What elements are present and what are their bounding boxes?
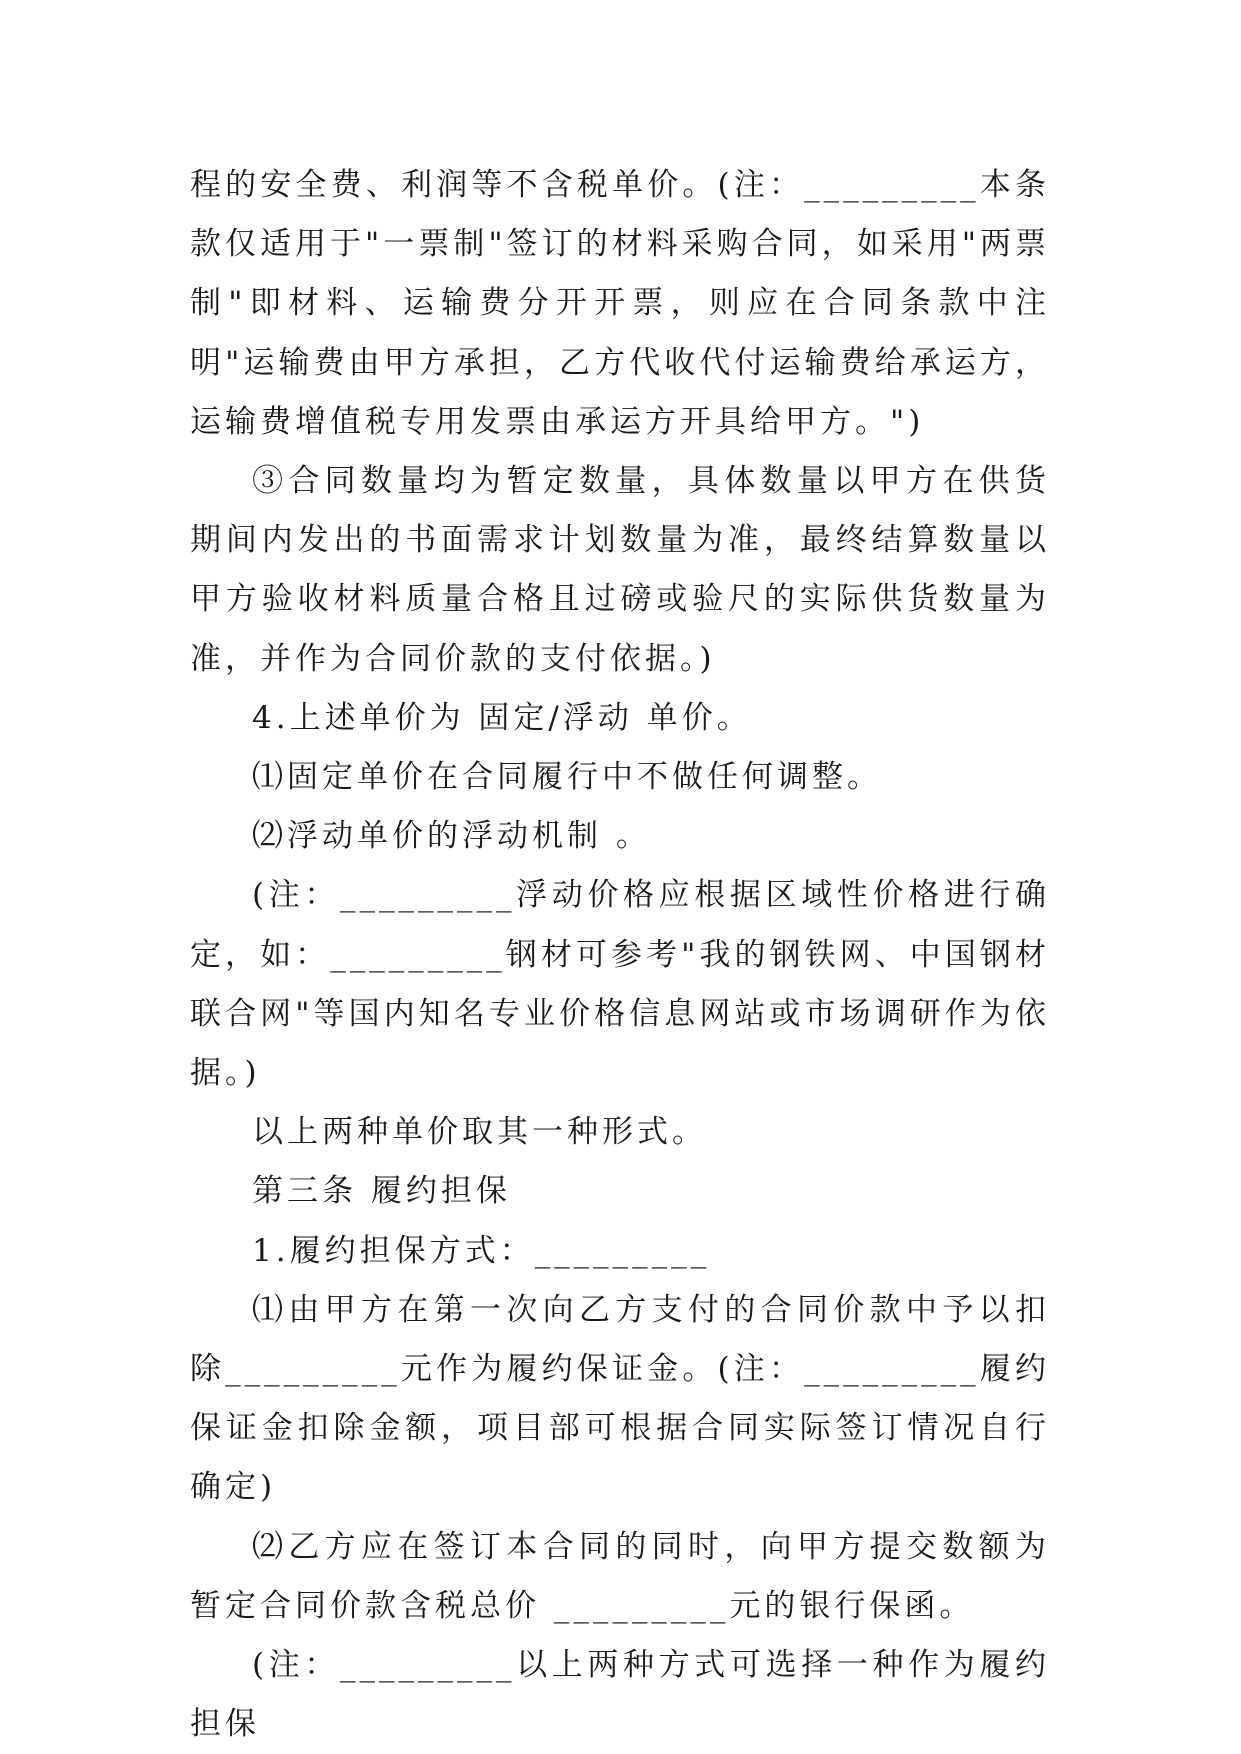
paragraph-guarantee-method: 1.履约担保方式：_________	[252, 1232, 711, 1269]
paragraph-price-choice: 以上两种单价取其一种形式。	[252, 1114, 707, 1151]
paragraph-bank-guarantee: ⑵乙方应在签订本合同的同时，向甲方提交数额为暂定合同价款含税总价 _________元的银行保函。	[190, 1528, 1050, 1624]
paragraph-price-note: 程的安全费、利润等不含税单价。(注：_________本条款仅适用于"一票制"签订的材料采购合同，如采用"两票制"即材料、运输费分开开票，则应在合同条款中注明"运输费由甲方承担，乙方代收代付运输费给承运方，运输费增值税专用发票由承运方开具给甲方。")	[190, 167, 1050, 440]
section-heading-performance-guarantee: 第三条 履约担保	[252, 1173, 511, 1210]
paragraph-unit-price-type: 4.上述单价为 固定/浮动 单价。	[252, 699, 752, 736]
paragraph-quantity-clause: ③合同数量均为暂定数量，具体数量以甲方在供货期间内发出的书面需求计划数量为准，最终结算数量以甲方验收材料质量合格且过磅或验尺的实际供货数量为准，并作为合同价款的支付依据。)	[190, 463, 1050, 677]
paragraph-floating-price-note: (注：_________浮动价格应根据区域性价格进行确定，如：_________钢材可参考"我的钢铁网、中国钢材联合网"等国内知名专业价格信息网站或市场调研作为依据。)	[190, 877, 1050, 1092]
document-body	[190, 156, 1050, 1754]
paragraph-fixed-price: ⑴固定单价在合同履行中不做任何调整。	[252, 759, 882, 796]
paragraph-floating-price: ⑵浮动单价的浮动机制 。	[252, 818, 651, 855]
paragraph-guarantee-note: (注：_________以上两种方式可选择一种作为履约担保	[190, 1647, 1050, 1743]
paragraph-guarantee-deduction: ⑴由甲方在第一次向乙方支付的合同价款中予以扣除_________元作为履约保证金。(注：_________履约保证金扣除金额，项目部可根据合同实际签订情况自行确定)	[190, 1291, 1050, 1506]
